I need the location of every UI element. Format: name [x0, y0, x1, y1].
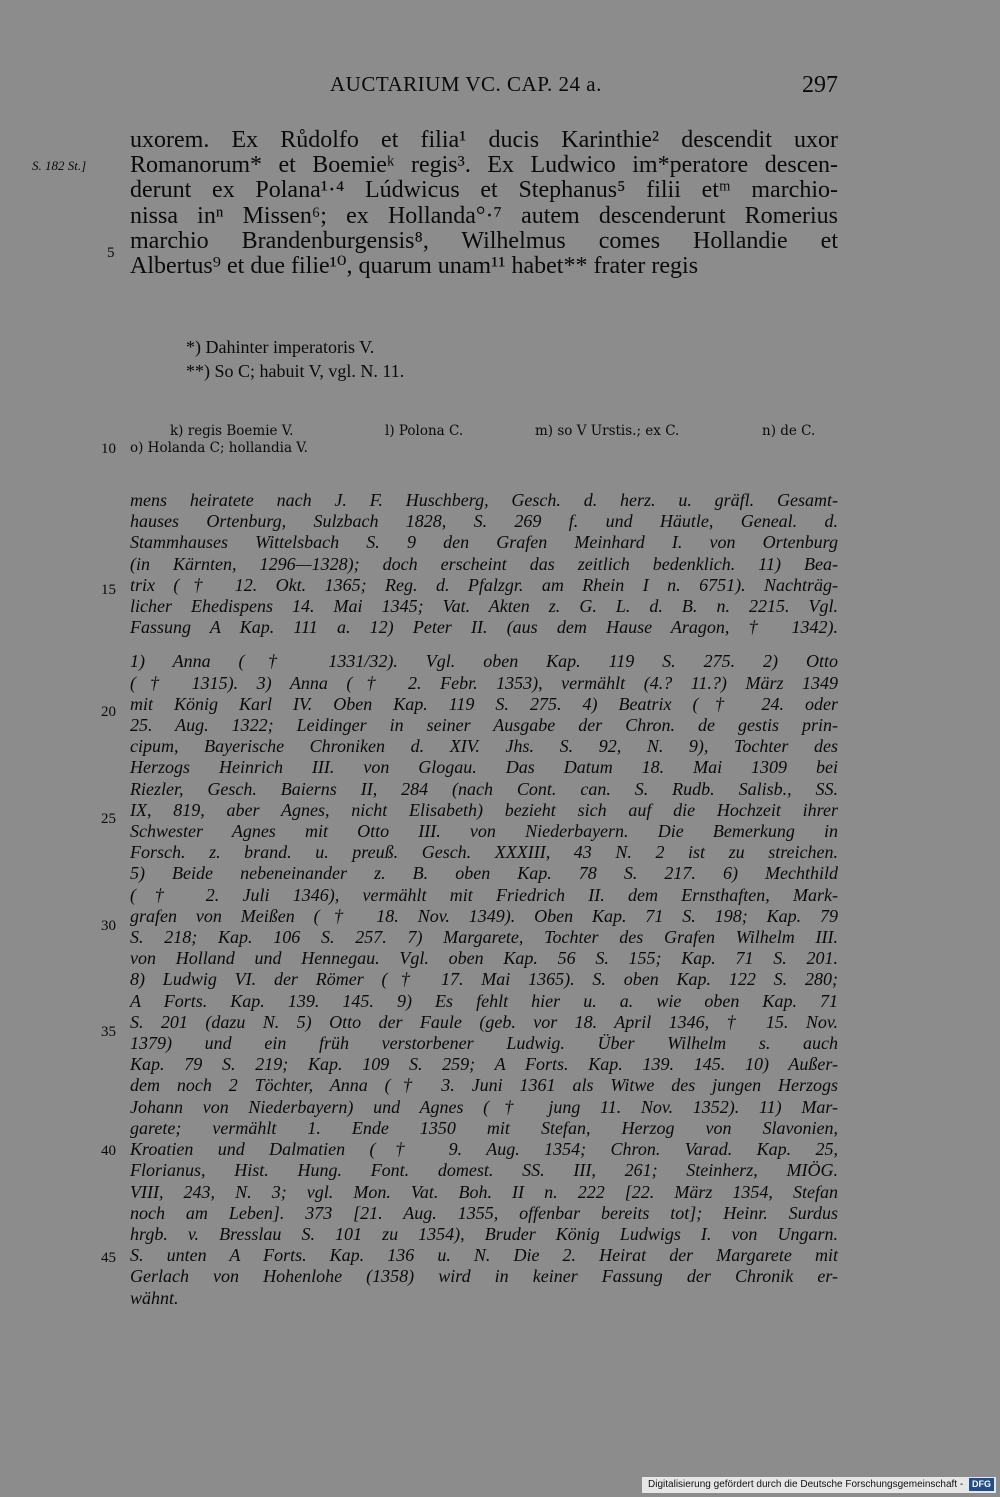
line-number: 45: [101, 1250, 116, 1266]
commentary-line: Fassung A Kap. 111 a. 12) Peter II. (aus dem Hause Aragon, † 1342).: [130, 617, 838, 638]
commentary-line: († 1315). 3) Anna († 2. Febr. 1353), vermählt (4.? 11.?) März 1349: [130, 672, 838, 693]
header-title: AUCTARIUM VC. CAP. 24 a.: [330, 72, 602, 96]
commentary-line: Schwester Agnes mit Otto III. von Niederbayern. Die Bemerkung in: [130, 821, 838, 842]
star-note: *) Dahinter imperatoris V.: [186, 337, 375, 357]
commentary-line: Riezler, Gesch. Baierns II, 284 (nach Cont. can. S. Rudb. Salisb., SS.: [130, 778, 838, 799]
apparatus-entry: l) Polona C.: [385, 423, 464, 439]
commentary-line: Kroatien und Dalmatien († 9. Aug. 1354; Chron. Varad. Kap. 25,: [130, 1139, 838, 1160]
commentary-line: von Holland und Hennegau. Vgl. oben Kap. 56 S. 155; Kap. 71 S. 201.: [130, 948, 838, 969]
line-number: 30: [101, 918, 116, 934]
commentary-line: wähnt.: [130, 1287, 179, 1308]
commentary-line: garete; vermählt 1. Ende 1350 mit Stefan, Herzog von Slavonien,: [130, 1117, 838, 1138]
star-note: **) So C; habuit V, vgl. N. 11.: [186, 361, 405, 381]
commentary-line: noch am Leben]. 373 [21. Aug. 1355, offenbar bereits tot]; Heinr. Surdus: [130, 1202, 838, 1223]
line-number: 40: [101, 1143, 116, 1159]
commentary-line: Kap. 79 S. 219; Kap. 109 S. 259; A Forts. Kap. 139. 145. 10) Außer-: [130, 1054, 838, 1075]
apparatus-entry: k) regis Boemie V.: [170, 423, 294, 439]
apparatus-row: [130, 423, 838, 440]
commentary-line: Florianus, Hist. Hung. Font. domest. SS. III, 261; Steinherz, MIÖG.: [130, 1160, 838, 1181]
text-line: uxorem. Ex Růdolfo et filia¹ ducis Karinthie² descendit uxor: [130, 127, 838, 153]
text-line: derunt ex Polana¹·⁴ Lúdwicus et Stephanus⁵ filii etᵐ marchio-: [130, 177, 838, 204]
commentary-line: (in Kärnten, 1296—1328); doch erscheint das zeitlich bedenklich. 11) Bea-: [130, 553, 838, 574]
commentary-line: licher Ehedispens 14. Mai 1345; Vat. Akten z. G. L. d. B. n. 2215. Vgl.: [130, 596, 838, 617]
commentary-line: dem noch 2 Töchter, Anna († 3. Juni 1361 als Witwe des jungen Herzogs: [130, 1075, 838, 1096]
commentary-line: IX, 819, aber Agnes, nicht Elisabeth) bezieht sich auf die Hochzeit ihrer: [130, 799, 838, 820]
running-header: [130, 72, 838, 102]
line-number: 10: [101, 441, 116, 457]
commentary-line: († 2. Juli 1346), vermählt mit Friedrich II. dem Ernsthaften, Mark-: [130, 884, 838, 905]
apparatus-entry: n) de C.: [762, 423, 816, 439]
star-notes: [186, 335, 404, 383]
line-number: 15: [101, 582, 116, 598]
commentary-line: grafen von Meißen († 18. Nov. 1349). Oben Kap. 71 S. 198; Kap. 79: [130, 905, 838, 926]
footer-text: Digitalisierung gefördert durch die Deutsche Forschungsgemeinschaft -: [648, 1479, 964, 1490]
commentary-line: Gerlach von Hohenlohe (1358) wird in keiner Fassung der Chronik er-: [130, 1266, 838, 1287]
commentary-line: S. 201 (dazu N. 5) Otto der Faule (geb. vor 18. April 1346, † 15. Nov.: [130, 1011, 838, 1032]
apparatus-entry: o) Holanda C; hollandia V.: [130, 440, 308, 456]
commentary-line: trix († 12. Okt. 1365; Reg. d. Pfalzgr. am Rhein I n. 6751). Nachträg-: [130, 574, 838, 595]
commentary-line: hrgb. v. Bresslau S. 101 zu 1354), Bruder König Ludwigs I. von Ungarn.: [130, 1223, 838, 1244]
critical-apparatus: [130, 423, 838, 457]
text-line: marchio Brandenburgensis⁸, Wilhelmus comes Hollandie et: [130, 227, 838, 254]
dfg-logo: DFG: [969, 1478, 994, 1491]
commentary-line: cipum, Bayerische Chroniken d. XIV. Jhs. S. 92, N. 9), Tochter des: [130, 736, 838, 757]
commentary: [130, 490, 838, 1309]
apparatus-entry: m) so V Urstis.; ex C.: [535, 423, 680, 439]
line-number: 25: [101, 811, 116, 827]
text-line: nissa inⁿ Missen⁶; ex Hollanda°·⁷ autem descenderunt Romerius: [130, 202, 838, 229]
commentary-line: mens heiratete nach J. F. Huschberg, Gesch. d. herz. u. gräfl. Gesamt-: [130, 490, 838, 510]
main-latin-text: [130, 128, 838, 279]
commentary-line: hauses Ortenburg, Sulzbach 1828, S. 269 f. und Häutle, Geneal. d.: [130, 511, 838, 532]
line-number: 20: [101, 704, 116, 720]
commentary-line: 8) Ludwig VI. der Römer († 17. Mai 1365). S. oben Kap. 122 S. 280;: [130, 969, 838, 990]
commentary-line: A Forts. Kap. 139. 145. 9) Es fehlt hier u. a. wie oben Kap. 71: [130, 990, 838, 1011]
side-reference: S. 182 St.]: [32, 158, 87, 173]
commentary-line: Johann von Niederbayern) und Agnes († jung 11. Nov. 1352). 11) Mar-: [130, 1096, 838, 1117]
commentary-line: S. unten A Forts. Kap. 136 u. N. Die 2. Heirat der Margarete mit: [130, 1245, 838, 1266]
line-number: 5: [107, 245, 115, 261]
line-number: 35: [101, 1024, 116, 1040]
commentary-line: 25. Aug. 1322; Leidinger in seiner Ausgabe der Chron. de gestis prin-: [130, 715, 838, 736]
page-number: 297: [802, 72, 838, 98]
commentary-line: 5) Beide nebeneinander z. B. oben Kap. 78 S. 217. 6) Mechthild: [130, 863, 838, 884]
funding-footer: [642, 1477, 996, 1493]
commentary-line: Stammhauses Wittelsbach S. 9 den Grafen Meinhard I. von Ortenburg: [130, 532, 838, 553]
commentary-line: VIII, 243, N. 3; vgl. Mon. Vat. Boh. II n. 222 [22. März 1354, Stefan: [130, 1181, 838, 1202]
commentary-line: mit König Karl IV. Oben Kap. 119 S. 275. 4) Beatrix († 24. oder: [130, 693, 838, 714]
commentary-line: Forsch. z. brand. u. preuß. Gesch. XXXIII, 43 N. 2 ist zu streichen.: [130, 842, 838, 863]
commentary-line: 1) Anna († 1331/32). Vgl. oben Kap. 119 S. 275. 2) Otto: [130, 651, 838, 672]
commentary-line: S. 218; Kap. 106 S. 257. 7) Margarete, Tochter des Grafen Wilhelm III.: [130, 927, 838, 948]
text-line: Romanorum* et Boemieᵏ regis³. Ex Ludwico im*peratore descen-: [130, 152, 838, 179]
commentary-line: Herzogs Heinrich III. von Glogau. Das Datum 18. Mai 1309 bei: [130, 757, 838, 778]
apparatus-row: [130, 440, 838, 457]
text-line: Albertus⁹ et due filie¹⁰, quarum unam¹¹ habet** frater regis: [130, 253, 699, 280]
commentary-line: 1379) und ein früh verstorbener Ludwig. Über Wilhelm s. auch: [130, 1033, 838, 1054]
